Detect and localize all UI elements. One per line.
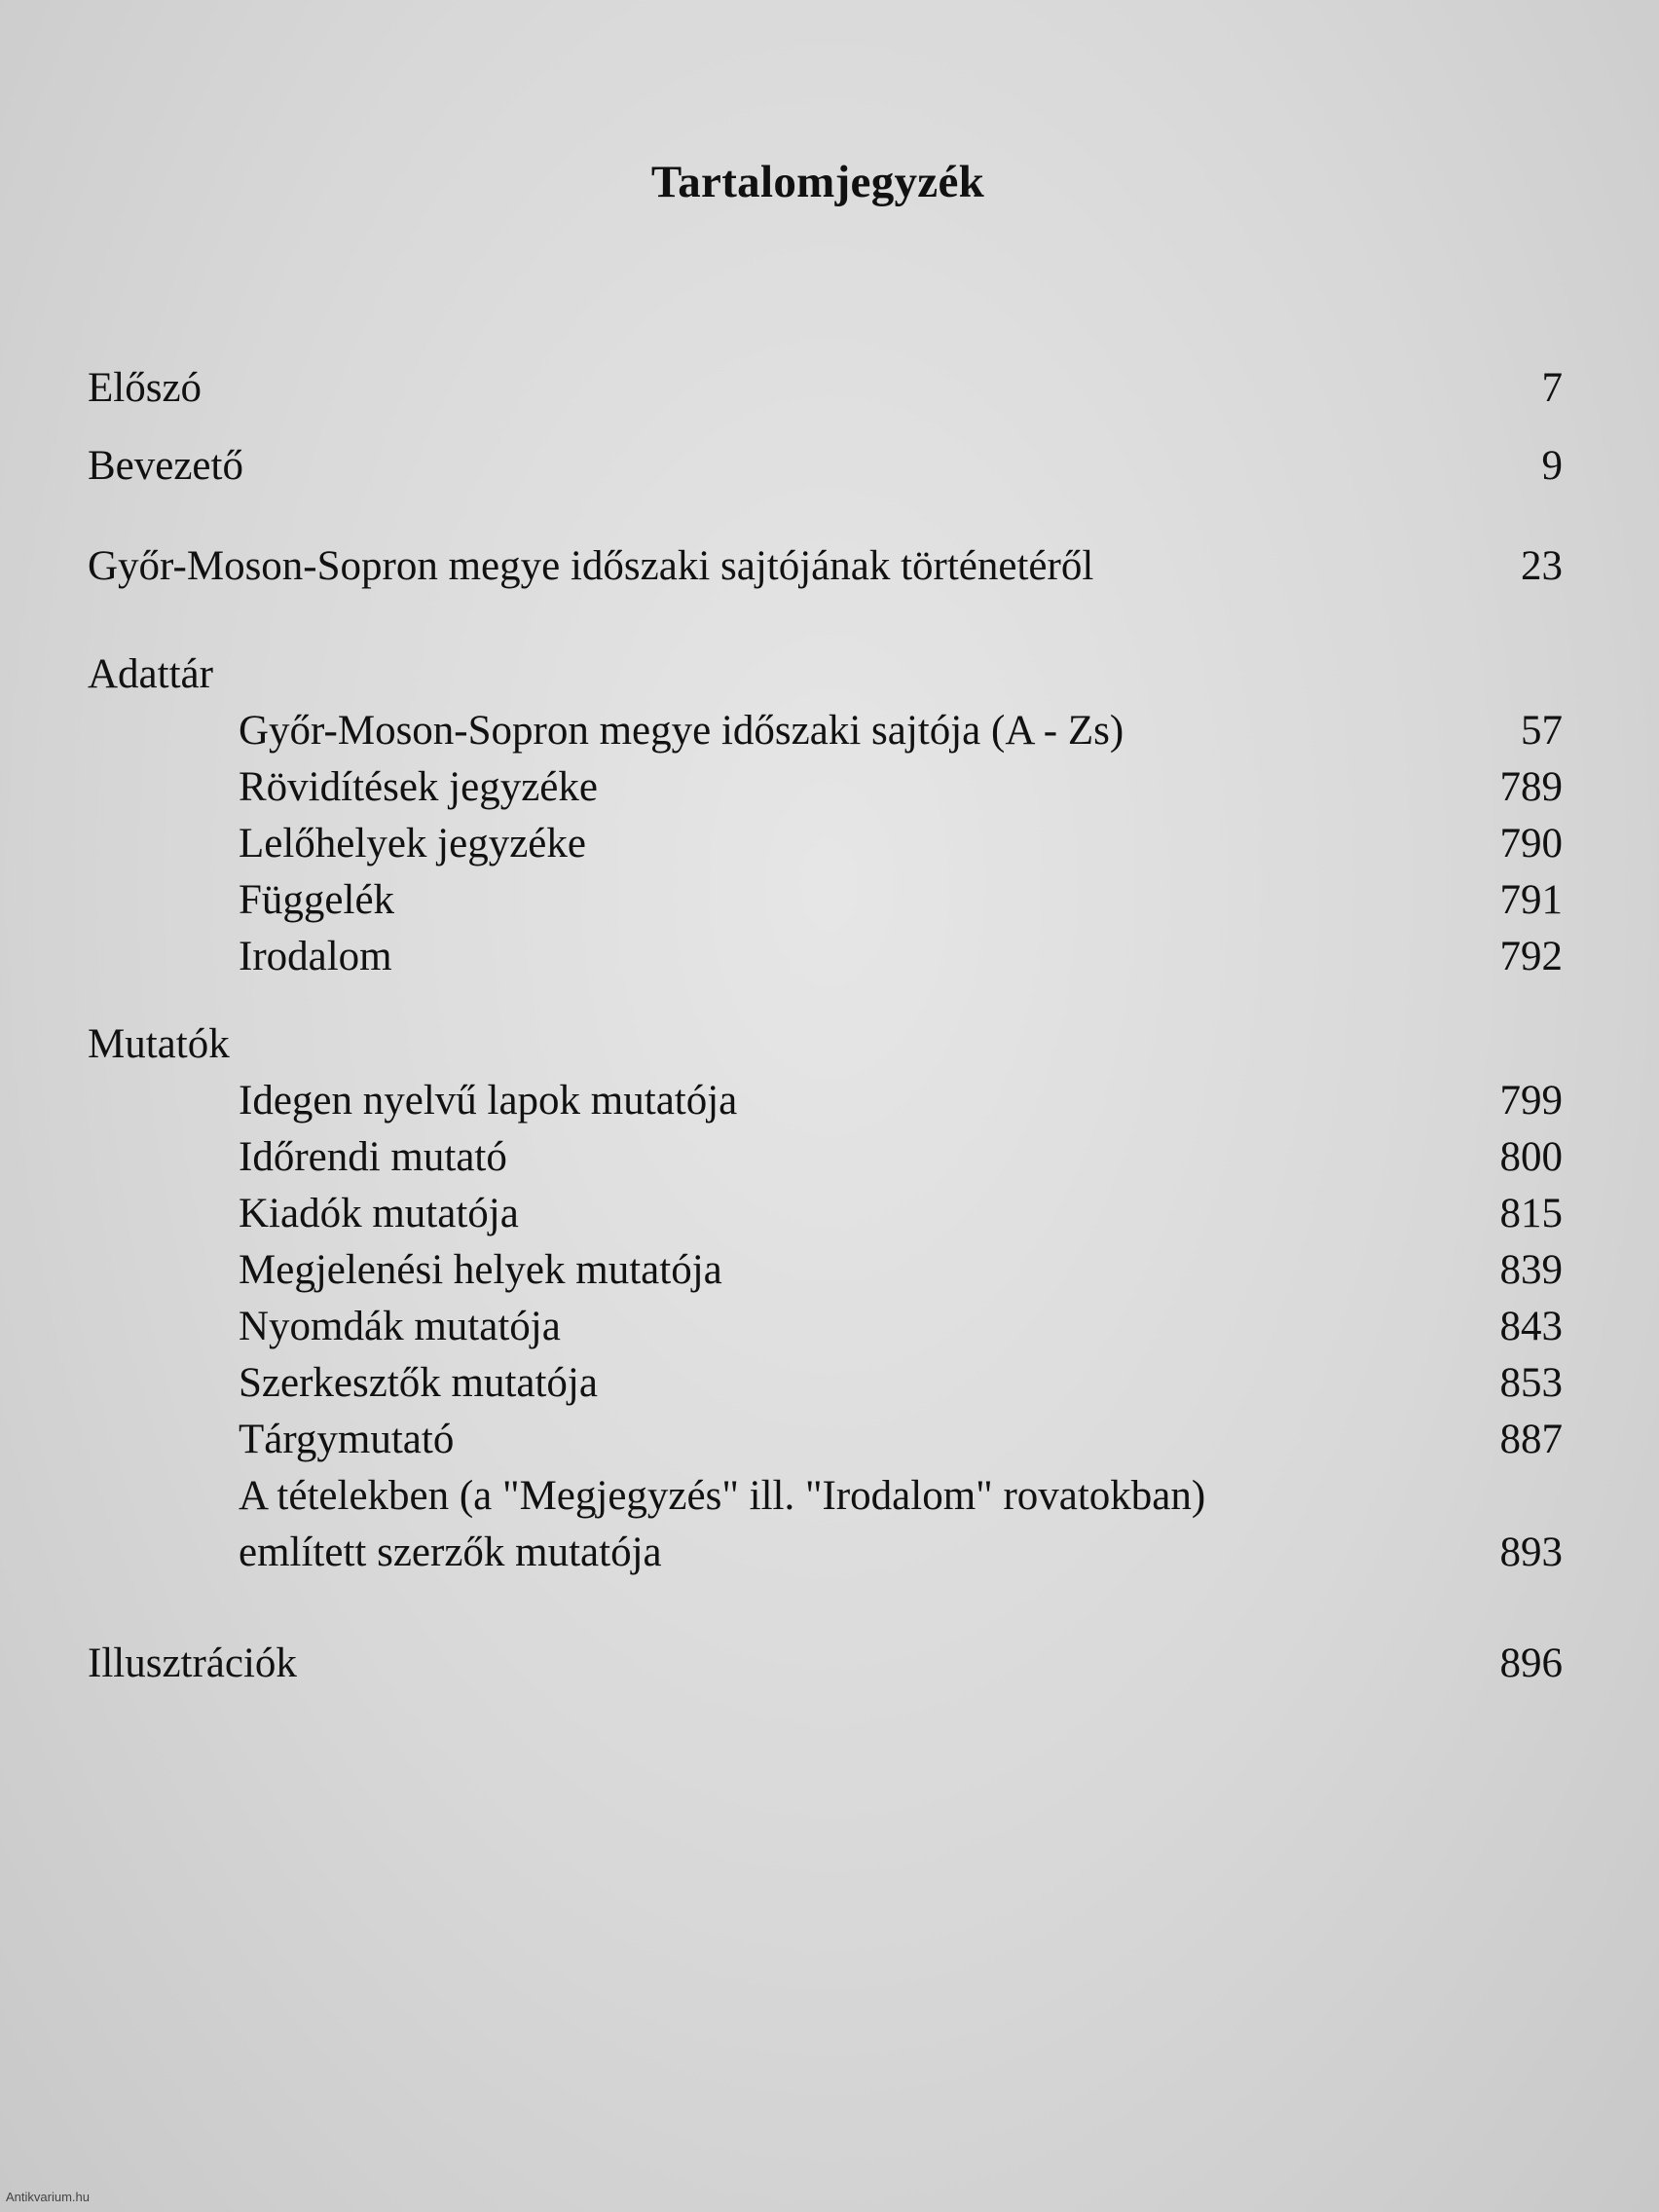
- toc-entry-page: 896: [1499, 1641, 1563, 1686]
- toc-entry-roviditesek: [88, 759, 1563, 816]
- toc-entry-page: 789: [1499, 764, 1563, 810]
- toc-entry-page: 9: [1541, 443, 1563, 489]
- toc-entry-label: Győr-Moson-Sopron megye időszaki sajtójának történetéről: [88, 543, 1094, 589]
- toc-entry-label: említett szerzők mutatója: [239, 1530, 662, 1575]
- toc-section-label: Adattár: [88, 651, 213, 697]
- toc-entry-label: Szerkesztők mutatója: [239, 1360, 598, 1406]
- toc-entry-page: 7: [1541, 365, 1563, 411]
- toc-entry-megjelenesi: [88, 1242, 1563, 1299]
- toc-entry-label: Függelék: [239, 877, 395, 923]
- toc-entry-page: 57: [1521, 708, 1563, 754]
- toc-entry-page: 800: [1499, 1134, 1563, 1180]
- toc-entry-page: 815: [1499, 1191, 1563, 1236]
- toc-entry-tetelekben-line1: [88, 1468, 1563, 1525]
- toc-entry-illusztraciok: [88, 1636, 1563, 1692]
- toc-entry-eloszo: [88, 360, 1563, 417]
- toc-entry-label: Bevezető: [88, 443, 243, 489]
- toc-entry-page: 792: [1499, 934, 1563, 979]
- toc-entry-label: Időrendi mutató: [239, 1134, 507, 1180]
- toc-entry-page: 843: [1499, 1304, 1563, 1349]
- toc-entry-nyomdak: [88, 1299, 1563, 1355]
- toc-entry-fuggelek: [88, 872, 1563, 929]
- toc-entry-label: Győr-Moson-Sopron megye időszaki sajtója (A - Zs): [239, 708, 1124, 754]
- toc-entry-kiadok: [88, 1186, 1563, 1242]
- toc-entry-page: 791: [1499, 877, 1563, 923]
- toc-entry-lelohelyek: [88, 816, 1563, 872]
- toc-entry-page: 23: [1521, 543, 1563, 589]
- toc-entry-tetelekben-line2: [88, 1525, 1563, 1581]
- toc-entry-szerkesztok: [88, 1355, 1563, 1412]
- toc-entry-label: Illusztrációk: [88, 1641, 297, 1686]
- toc-entry-label: A tételekben (a "Megjegyzés" ill. "Irodalom" rovatokban): [239, 1473, 1206, 1519]
- watermark: Antikvarium.hu: [6, 2190, 90, 2204]
- toc-entry-label: Nyomdák mutatója: [239, 1304, 561, 1349]
- toc-entry-sajto: [88, 703, 1563, 759]
- page-title: Tartalomjegyzék: [650, 157, 985, 207]
- toc-entry-label: Megjelenési helyek mutatója: [239, 1247, 722, 1293]
- toc-entry-label: Idegen nyelvű lapok mutatója: [239, 1078, 738, 1124]
- toc-entry-label: Lelőhelyek jegyzéke: [239, 821, 586, 866]
- toc-section-adattar: [88, 646, 1563, 703]
- toc-entry-tortenet: [88, 538, 1563, 595]
- toc-entry-label: Előszó: [88, 365, 203, 411]
- toc-entry-page: 839: [1499, 1247, 1563, 1293]
- toc-entry-bevezeto: [88, 438, 1563, 495]
- toc-entry-page: 853: [1499, 1360, 1563, 1406]
- toc-entry-label: Rövidítések jegyzéke: [239, 764, 598, 810]
- toc-entry-targymutato: [88, 1412, 1563, 1468]
- toc-entry-label: Irodalom: [239, 934, 392, 979]
- toc-entry-page: 790: [1499, 821, 1563, 866]
- toc-entry-idorendi: [88, 1129, 1563, 1186]
- toc-entry-page: 887: [1499, 1417, 1563, 1462]
- toc-entry-page: 799: [1499, 1078, 1563, 1124]
- toc-entry-label: Tárgymutató: [239, 1417, 455, 1462]
- toc-section-mutatok: [88, 1016, 1563, 1073]
- toc-entry-page: 893: [1499, 1530, 1563, 1575]
- toc-entry-irodalom: [88, 929, 1563, 985]
- toc-section-label: Mutatók: [88, 1021, 230, 1067]
- toc-entry-label: Kiadók mutatója: [239, 1191, 519, 1236]
- toc-entry-idegen: [88, 1073, 1563, 1129]
